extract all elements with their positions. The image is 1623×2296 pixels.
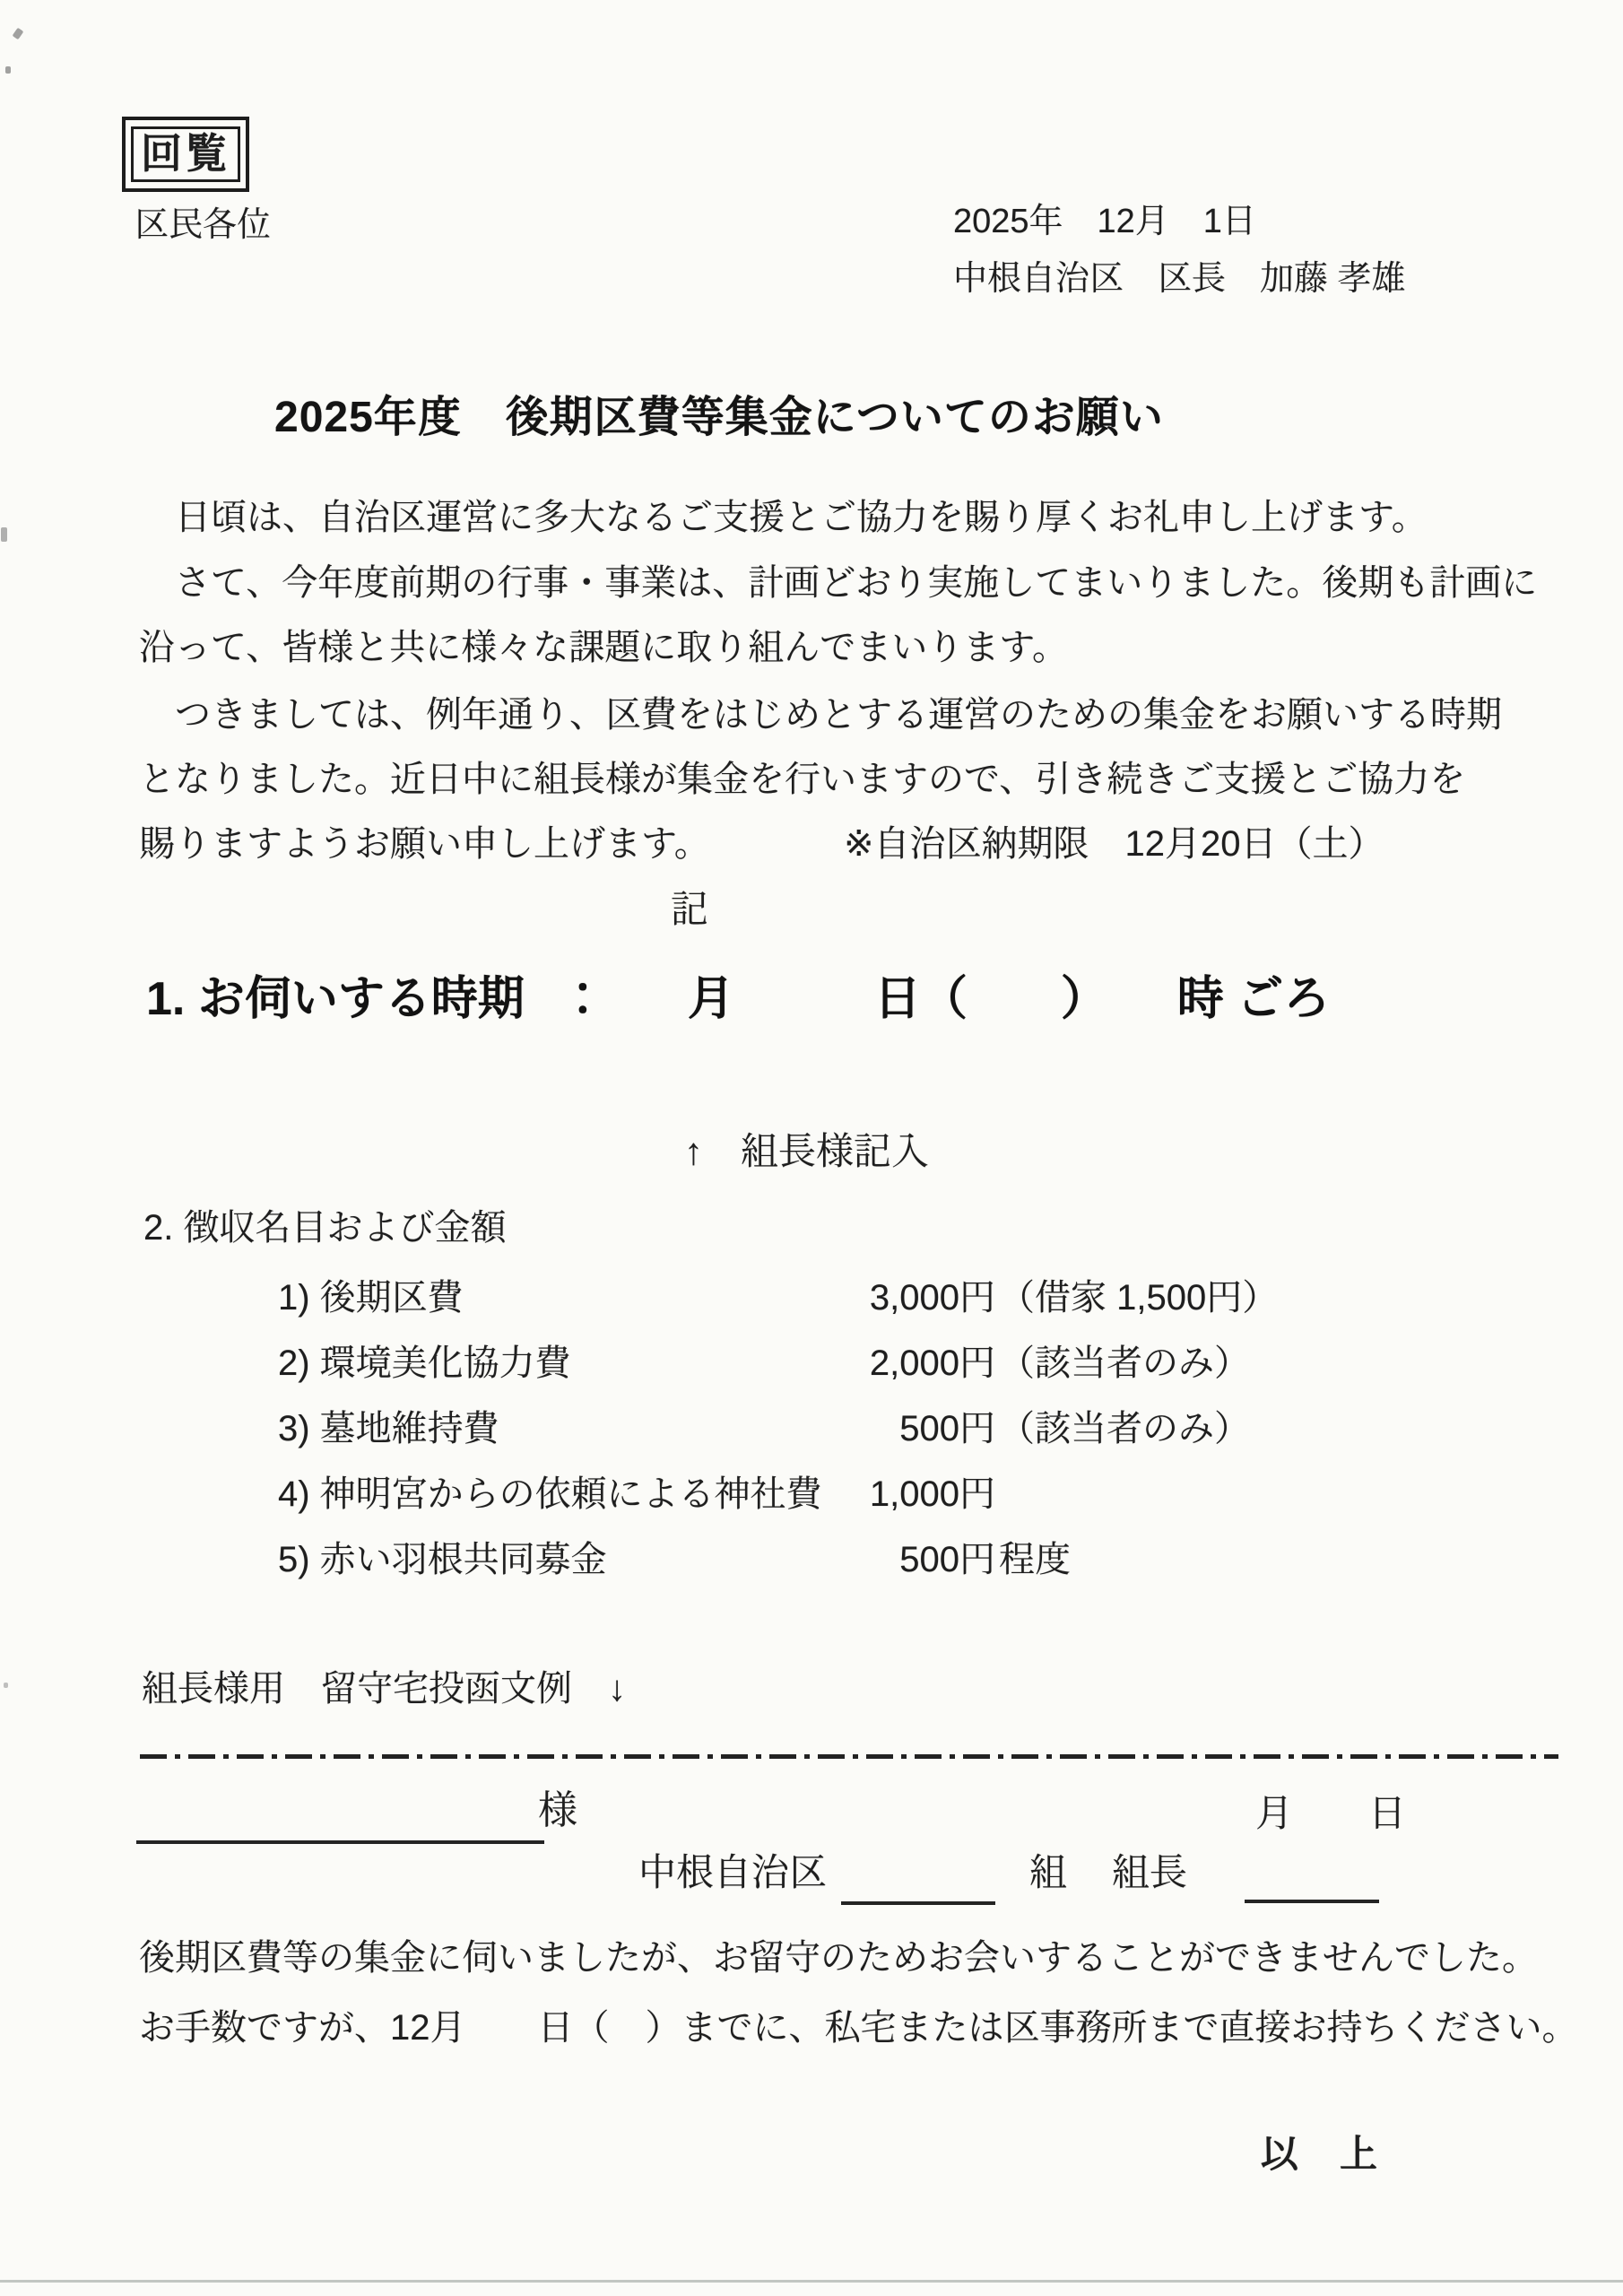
fee-item-note: （該当者のみ） bbox=[999, 1344, 1250, 1383]
sign-off: 以 上 bbox=[1261, 2133, 1380, 2175]
closing-paragraph-line: 後期区費等の集金に伺いましたが、お留守のためお会いすることができませんでした。 bbox=[139, 1938, 1538, 1978]
circulation-stamp-text: 回覧 bbox=[131, 126, 240, 182]
sender: 中根自治区 区長 加藤 孝雄 bbox=[953, 260, 1406, 298]
leader-fill-in-note: ↑ 組長様記入 bbox=[684, 1130, 930, 1172]
payment-deadline-note: ※自治区納期限 12月20日（土） bbox=[844, 824, 1384, 864]
group-number-blank bbox=[841, 1858, 995, 1905]
addressee: 区民各位 bbox=[135, 206, 272, 244]
fee-item-label: 2) 環境美化協力費 bbox=[278, 1344, 571, 1383]
closing-paragraph-line: お手数ですが、12月 日（ ）までに、私宅または区事務所まで直接お持ちください。 bbox=[139, 2008, 1578, 2048]
section1-visit-schedule: 1. お伺いする時期 ： 月 日（ ） 時 ごろ bbox=[146, 973, 1331, 1025]
body-paragraph-line: 賜りますようお願い申し上げます。 bbox=[139, 824, 710, 864]
absence-note-template-label: 組長様用 留守宅投函文例 ↓ bbox=[142, 1669, 626, 1709]
body-paragraph-line: 沿って、皆様と共に様々な課題に取り組んでまいります。 bbox=[139, 628, 1068, 667]
fee-item-amount: 2,000円 bbox=[869, 1344, 995, 1383]
circulation-stamp-box bbox=[122, 117, 249, 192]
section2-heading: 2. 徴収名目および金額 bbox=[143, 1208, 507, 1248]
form-month-day-blank: 月 日 bbox=[1255, 1792, 1407, 1834]
ki-marker: 記 bbox=[671, 888, 709, 930]
scan-speck bbox=[4, 1683, 8, 1688]
fee-item-label: 1) 後期区費 bbox=[278, 1278, 464, 1318]
document-title: 2025年度 後期区費等集金についてのお願い bbox=[274, 394, 1164, 441]
leader-name-blank bbox=[1245, 1857, 1379, 1903]
cut-line-dash-dot bbox=[140, 1754, 1558, 1759]
fee-item-label: 5) 赤い羽根共同募金 bbox=[278, 1540, 607, 1579]
body-paragraph-line: となりました。近日中に組長様が集金を行いますので、引き続きご支援とご協力を bbox=[139, 760, 1466, 799]
body-paragraph-line: 日頃は、自治区運営に多大なるご支援とご協力を賜り厚くお礼申し上げます。 bbox=[139, 498, 1428, 537]
resident-name-blank bbox=[136, 1797, 544, 1844]
scan-edge-artifact bbox=[0, 2280, 1623, 2283]
form-leader-label: 組長 bbox=[1112, 1851, 1188, 1893]
fee-item-note: 程度 bbox=[999, 1540, 1071, 1579]
name-honorific: 様 bbox=[538, 1788, 577, 1832]
fee-item-label: 3) 墓地維持費 bbox=[278, 1409, 499, 1448]
issue-date: 2025年 12月 1日 bbox=[953, 203, 1256, 240]
body-paragraph-line: さて、今年度前期の行事・事業は、計画どおり実施してまいりました。後期も計画に bbox=[139, 563, 1538, 603]
scan-speck bbox=[5, 66, 11, 74]
fee-item-amount: 500円 bbox=[899, 1540, 995, 1579]
body-paragraph-line: つきましては、例年通り、区費をはじめとする運営のための集金をお願いする時期 bbox=[139, 695, 1502, 735]
fee-item-amount: 1,000円 bbox=[869, 1474, 995, 1514]
scan-speck bbox=[1, 527, 7, 542]
form-group-label: 組 bbox=[1029, 1851, 1068, 1893]
fee-item-label: 4) 神明宮からの依頼による神社費 bbox=[278, 1474, 822, 1514]
fee-item-note: （借家 1,500円） bbox=[999, 1278, 1279, 1318]
fee-item-amount: 3,000円 bbox=[869, 1278, 995, 1318]
form-org-name: 中根自治区 bbox=[638, 1851, 828, 1893]
scan-speck bbox=[13, 28, 24, 40]
fee-item-note: （該当者のみ） bbox=[999, 1409, 1250, 1448]
fee-item-amount: 500円 bbox=[899, 1409, 995, 1448]
